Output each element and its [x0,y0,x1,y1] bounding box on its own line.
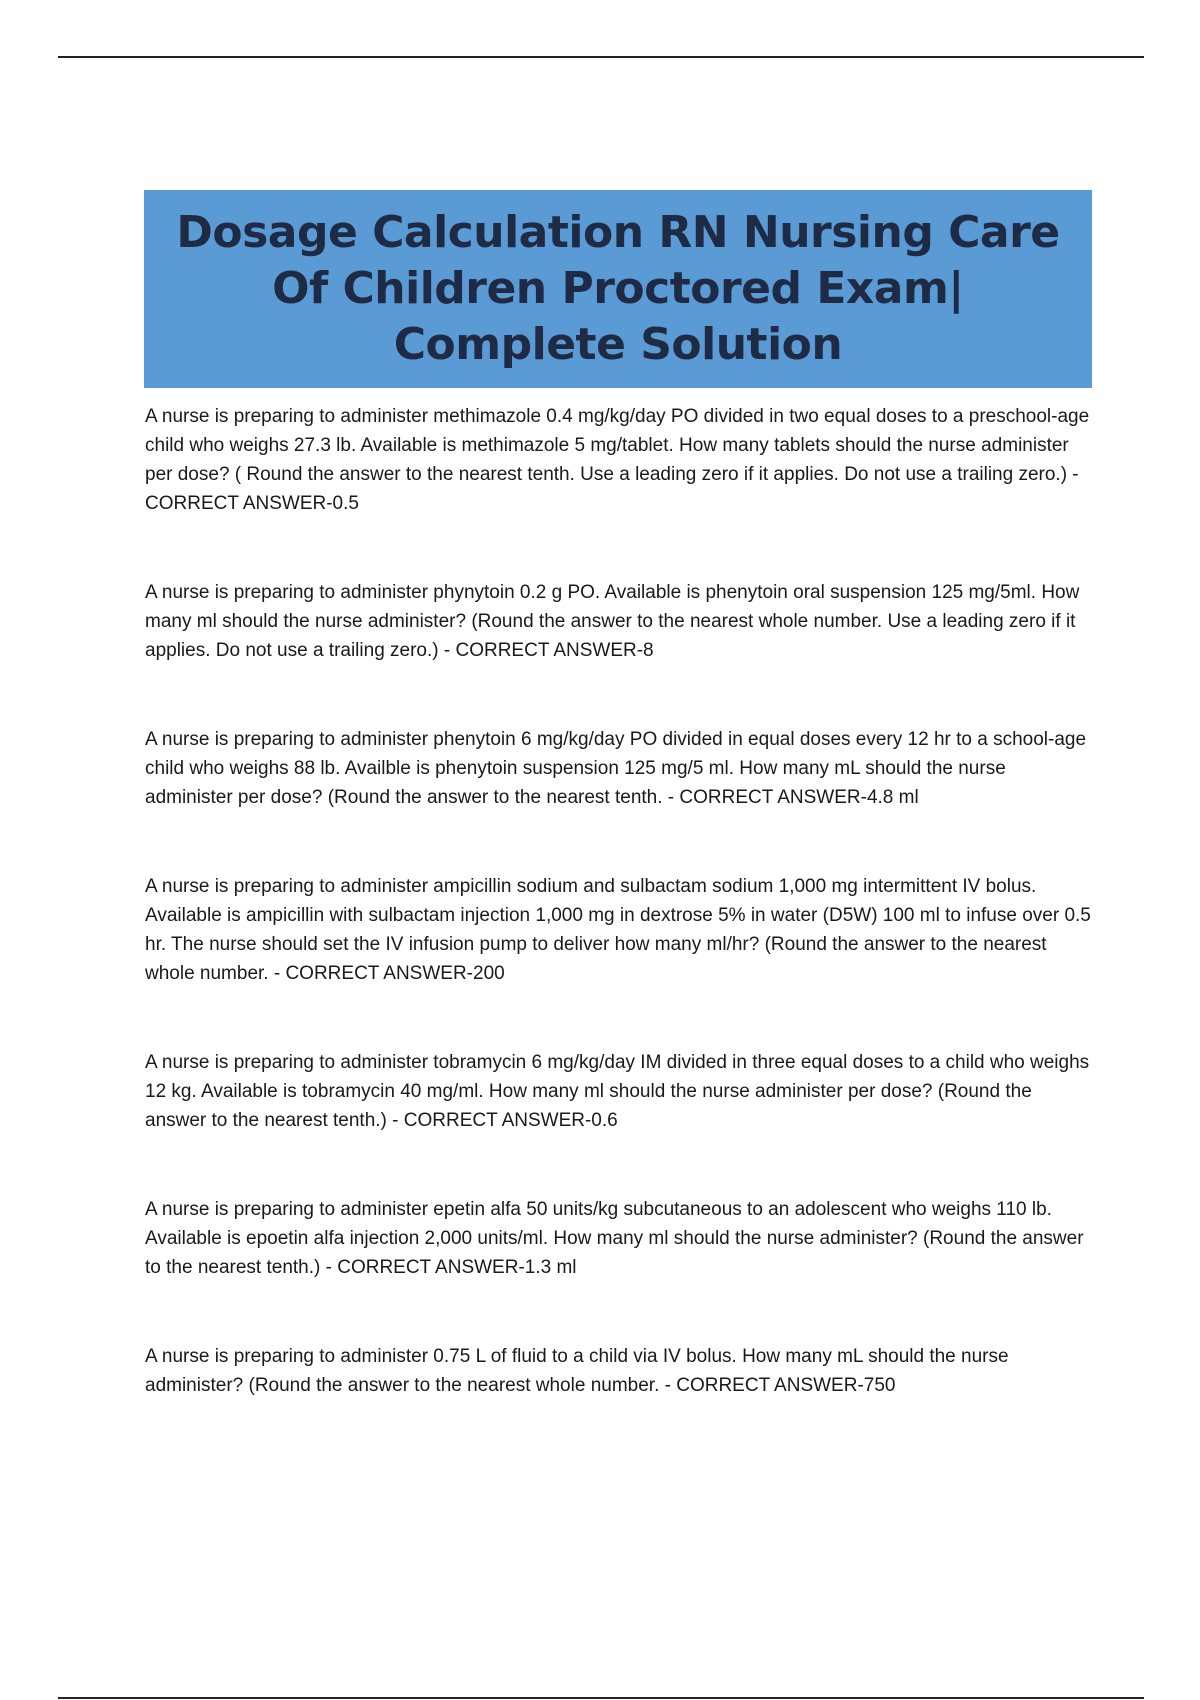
question-item: A nurse is preparing to administer phynytoin 0.2 g PO. Available is phenytoin oral suspension 125 mg/5ml. How many ml should the nurse administer? (Round the answer to the nearest whole number. Use a leading zero if it applies. Do not use a trailing zero.) - CORRECT ANSWER-8 [145,582,1080,661]
question-item: A nurse is preparing to administer ampicillin sodium and sulbactam sodium 1,000 mg intermittent IV bolus. Available is ampicillin with sulbactam injection 1,000 mg in dextrose 5% in water (D5W) 100 ml to infuse over 0.5 hr. The nurse should set the IV infusion pump to deliver how many ml/hr? (Round the answer to the nearest whole number. - CORRECT ANSWER-200 [145,876,1091,984]
question-item: A nurse is preparing to administer tobramycin 6 mg/kg/day IM divided in three equal doses to a child who weighs 12 kg. Available is tobramycin 40 mg/ml. How many ml should the nurse administer per dose? (Round the answer to the nearest tenth.) - CORRECT ANSWER-0.6 [145,1052,1090,1131]
footer-rule [58,1697,1144,1699]
question-item: A nurse is preparing to administer phenytoin 6 mg/kg/day PO divided in equal doses every 12 hr to a school-age child who weighs 88 lb. Availble is phenytoin suspension 125 mg/5 ml. How many mL should the nurse administer per dose? (Round the answer to the nearest tenth. - CORRECT ANSWER-4.8 ml [145,729,1087,808]
header-rule [58,56,1144,58]
document-title: Dosage Calculation RN Nursing Care Of Children Proctored Exam| Complete Solution [176,207,1060,370]
question-item: A nurse is preparing to administer 0.75 L of fluid to a child via IV bolus. How many mL should the nurse administer? (Round the answer to the nearest whole number. - CORRECT ANSWER-750 [145,1346,1009,1396]
question-item: A nurse is preparing to administer epetin alfa 50 units/kg subcutaneous to an adolescent who weighs 110 lb. Available is epoetin alfa injection 2,000 units/ml. How many ml should the nurse administer? (Round the answer to the nearest tenth.) - CORRECT ANSWER-1.3 ml [145,1199,1084,1278]
question-item: A nurse is preparing to administer methimazole 0.4 mg/kg/day PO divided in two equal doses to a preschool-age child who weighs 27.3 lb. Available is methimazole 5 mg/tablet. How many tablets should the nurse administer per dose? ( Round the answer to the nearest tenth. Use a leading zero if it applies. Do not use a trailing zero.) - CORRECT ANSWER-0.5 [145,406,1090,514]
question-list [145,402,1095,1460]
title-banner [144,190,1092,388]
